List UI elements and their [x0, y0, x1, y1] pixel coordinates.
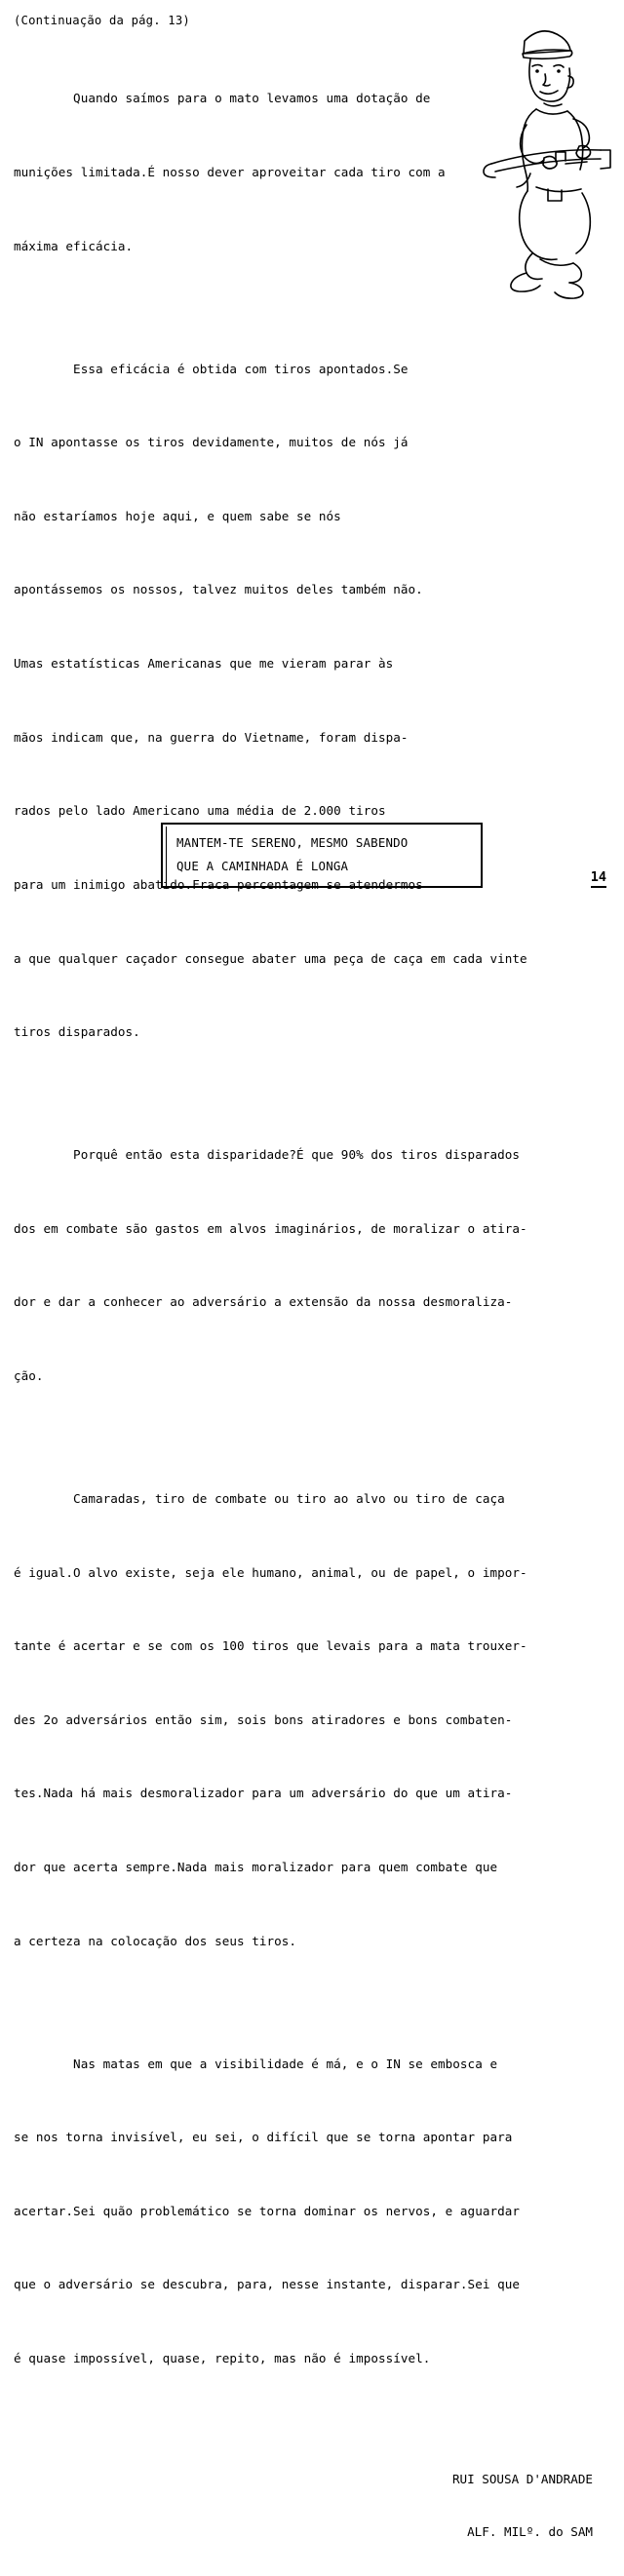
text-line: Camaradas, tiro de combate ou tiro ao alvo ou tiro de caça [14, 1490, 505, 1506]
text-line: máxima eficácia. [14, 238, 134, 253]
text-line: Nas matas em que a visibilidade é má, e o IN se embosca e [14, 2056, 498, 2071]
continuation-note: (Continuação da pág. 13) [14, 14, 190, 27]
text-line: acertar.Sei quão problemático se torna dominar os nervos, e aguardar [14, 2203, 520, 2218]
text-line: que o adversário se descubra, para, nesse instante, disparar.Sei que [14, 2277, 520, 2292]
text-line: é quase impossível, quase, repito, mas não é impossível. [14, 2351, 431, 2366]
text-line: munições limitada.É nosso dever aproveitar cada tiro com a [14, 165, 446, 180]
paragraph-2 [14, 307, 606, 1094]
text-line: des 2o adversários então sim, sois bons atiradores e bons combaten- [14, 1711, 513, 1727]
text-line: Quando saímos para o mato levamos uma dotação de [14, 91, 431, 106]
page-number: 14 [591, 869, 606, 888]
paragraph-1 [14, 37, 606, 307]
paragraph-5 [14, 2002, 606, 2419]
text-line: dor e dar a conhecer ao adversário a extensão da nossa desmoraliza- [14, 1294, 513, 1310]
text-line: Porquê então esta disparidade?É que 90% dos tiros disparados [14, 1147, 520, 1163]
signature-rank: ALF. MILº. do SAM [467, 2523, 593, 2539]
text-line: rados pelo lado Americano uma média de 2.000 tiros [14, 803, 386, 819]
text-line: se nos torna invisível, eu sei, o difícil que se torna apontar para [14, 2130, 513, 2145]
text-line: a certeza na colocação dos seus tiros. [14, 1933, 297, 1948]
text-line: ção. [14, 1367, 44, 1383]
text-line: dos em combate são gastos em alvos imaginários, de moralizar o atira- [14, 1220, 527, 1236]
text-line: o IN apontasse os tiros devidamente, muitos de nós já [14, 435, 409, 450]
text-line: é igual.O alvo existe, seja ele humano, animal, ou de papel, o impor- [14, 1564, 527, 1580]
text-line: dor que acerta sempre.Nada mais moralizador para quem combate que [14, 1860, 498, 1875]
paragraph-4 [14, 1438, 606, 2003]
text-line: Umas estatísticas Americanas que me vieram parar às [14, 656, 394, 672]
document-body [14, 37, 606, 2576]
text-line: tante é acertar e se com os 100 tiros que levais para a mata trouxer- [14, 1638, 527, 1654]
signature-block [14, 2436, 606, 2576]
motto-line-1: MANTEM-TE SERENO, MESMO SABENDO [176, 835, 409, 850]
text-line: a que qualquer caçador consegue abater uma peça de caça em cada vinte [14, 950, 527, 966]
text-line: não estaríamos hoje aqui, e quem sabe se nós [14, 508, 341, 523]
text-line: tiros disparados. [14, 1024, 140, 1040]
text-line: tes.Nada há mais desmoralizador para um adversário do que um atira- [14, 1786, 513, 1801]
text-line: Essa eficácia é obtida com tiros apontados.Se [14, 361, 409, 376]
text-line: mãos indicam que, na guerra do Vietname, foram dispa- [14, 729, 409, 745]
text-line: apontássemos os nossos, talvez muitos deles também não. [14, 582, 423, 597]
paragraph-3 [14, 1094, 606, 1438]
motto-line-2: QUE A CAMINHADA É LONGA [176, 859, 349, 873]
signature-name: RUI SOUSA D'ANDRADE [451, 2471, 593, 2486]
text-line: para um inimigo abatido.Fraca percentagem se atendermos [14, 876, 423, 892]
